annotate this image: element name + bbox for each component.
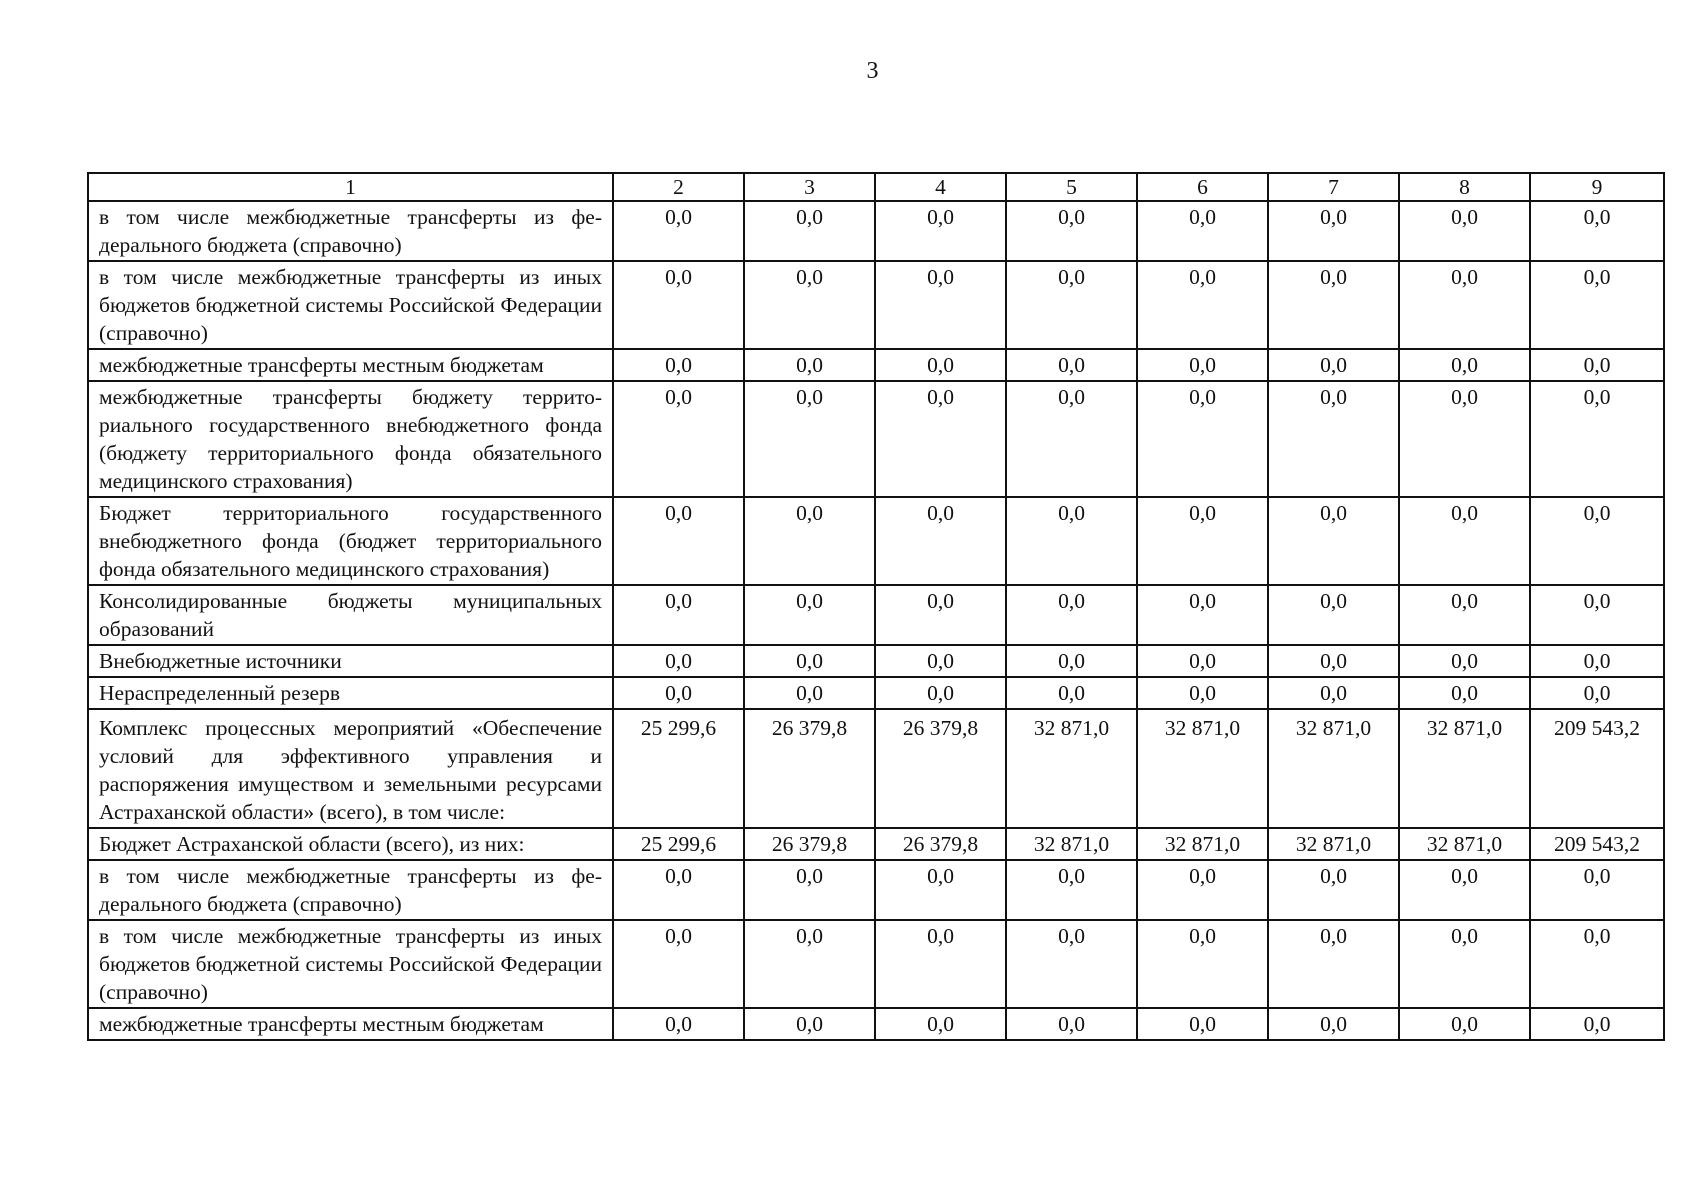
- cell-value: 0,0: [1399, 585, 1530, 645]
- cell-value: 0,0: [1137, 497, 1268, 585]
- cell-value: 0,0: [1137, 677, 1268, 709]
- table-row: [88, 645, 1664, 677]
- cell-value: 0,0: [875, 261, 1006, 349]
- cell-value: 0,0: [875, 381, 1006, 497]
- cell-value: 0,0: [1137, 381, 1268, 497]
- cell-value: 0,0: [1006, 381, 1137, 497]
- cell-value: 0,0: [744, 201, 875, 261]
- cell-value: 0,0: [875, 1008, 1006, 1040]
- cell-value: 0,0: [1530, 585, 1664, 645]
- cell-value: 0,0: [744, 645, 875, 677]
- cell-value: 0,0: [1137, 645, 1268, 677]
- cell-value: 0,0: [1268, 585, 1399, 645]
- row-label: в том числе межбюджетные трансферты из иных бюджетов бюджетной системы Российской Федерации (справочно): [88, 920, 613, 1008]
- cell-value: 0,0: [1530, 645, 1664, 677]
- table-header-row: [88, 173, 1664, 201]
- cell-value: 0,0: [1137, 349, 1268, 381]
- cell-value: 0,0: [875, 349, 1006, 381]
- budget-table: [87, 172, 1665, 1041]
- cell-value: 0,0: [744, 585, 875, 645]
- cell-value: 0,0: [744, 677, 875, 709]
- row-label: межбюджетные трансферты местным бюджетам: [88, 1008, 613, 1040]
- cell-value: 0,0: [1268, 201, 1399, 261]
- cell-value: 0,0: [613, 585, 744, 645]
- column-header: 9: [1530, 173, 1664, 201]
- cell-value: 26 379,8: [875, 709, 1006, 828]
- cell-value: 0,0: [1399, 645, 1530, 677]
- cell-value: 0,0: [875, 585, 1006, 645]
- cell-value: 0,0: [1399, 860, 1530, 920]
- cell-value: 0,0: [1268, 497, 1399, 585]
- cell-value: 0,0: [1530, 201, 1664, 261]
- cell-value: 0,0: [1006, 349, 1137, 381]
- cell-value: 0,0: [744, 261, 875, 349]
- row-label: межбюджетные трансферты местным бюджетам: [88, 349, 613, 381]
- cell-value: 0,0: [1268, 920, 1399, 1008]
- cell-value: 0,0: [613, 201, 744, 261]
- cell-value: 0,0: [613, 677, 744, 709]
- cell-value: 0,0: [875, 677, 1006, 709]
- table-row: [88, 677, 1664, 709]
- cell-value: 0,0: [1530, 677, 1664, 709]
- cell-value: 0,0: [1530, 261, 1664, 349]
- cell-value: 0,0: [1137, 1008, 1268, 1040]
- cell-value: 209 543,2: [1530, 828, 1664, 860]
- cell-value: 0,0: [1399, 201, 1530, 261]
- column-header: 1: [88, 173, 613, 201]
- cell-value: 32 871,0: [1137, 828, 1268, 860]
- table-row: [88, 381, 1664, 497]
- column-header: 5: [1006, 173, 1137, 201]
- row-label: межбюджетные трансферты бюджету территориального государственного внебюджетного фонда (бюджету территориального фонда обязательного медицинского страхования): [88, 381, 613, 497]
- column-header: 4: [875, 173, 1006, 201]
- cell-value: 0,0: [1137, 920, 1268, 1008]
- column-header: 6: [1137, 173, 1268, 201]
- column-header: 3: [744, 173, 875, 201]
- cell-value: 0,0: [875, 201, 1006, 261]
- cell-value: 0,0: [1137, 201, 1268, 261]
- cell-value: 0,0: [613, 860, 744, 920]
- cell-value: 0,0: [1399, 920, 1530, 1008]
- cell-value: 32 871,0: [1006, 828, 1137, 860]
- cell-value: 0,0: [613, 645, 744, 677]
- cell-value: 0,0: [875, 920, 1006, 1008]
- row-label: Бюджет Астраханской области (всего), из них:: [88, 828, 613, 860]
- cell-value: 0,0: [1006, 585, 1137, 645]
- cell-value: 0,0: [1399, 349, 1530, 381]
- cell-value: 0,0: [744, 381, 875, 497]
- cell-value: 0,0: [613, 497, 744, 585]
- cell-value: 0,0: [875, 860, 1006, 920]
- cell-value: 0,0: [1137, 585, 1268, 645]
- cell-value: 0,0: [1268, 860, 1399, 920]
- cell-value: 0,0: [1137, 860, 1268, 920]
- table-row: [88, 585, 1664, 645]
- cell-value: 32 871,0: [1137, 709, 1268, 828]
- cell-value: 0,0: [744, 920, 875, 1008]
- cell-value: 0,0: [1530, 497, 1664, 585]
- cell-value: 0,0: [613, 349, 744, 381]
- row-label: в том числе межбюджетные трансферты из иных бюджетов бюджетной системы Российской Федерации (справочно): [88, 261, 613, 349]
- row-label: Комплекс процессных мероприятий «Обеспечение условий для эффективного управления и распоряжения имуществом и земельными ресурсами Астраханской области» (всего), в том числе:: [88, 709, 613, 828]
- cell-value: 25 299,6: [613, 709, 744, 828]
- cell-value: 0,0: [1006, 860, 1137, 920]
- cell-value: 0,0: [613, 920, 744, 1008]
- cell-value: 0,0: [1530, 349, 1664, 381]
- page-number: 3: [866, 58, 879, 84]
- cell-value: 0,0: [1006, 1008, 1137, 1040]
- table-row: [88, 1008, 1664, 1040]
- row-label: в том числе межбюджетные трансферты из федерального бюджета (справочно): [88, 860, 613, 920]
- cell-value: 26 379,8: [744, 709, 875, 828]
- cell-value: 0,0: [1006, 920, 1137, 1008]
- column-header: 7: [1268, 173, 1399, 201]
- table-row: [88, 828, 1664, 860]
- table-row: [88, 709, 1664, 828]
- column-header: 2: [613, 173, 744, 201]
- cell-value: 0,0: [1399, 261, 1530, 349]
- cell-value: 0,0: [1268, 645, 1399, 677]
- table-row: [88, 860, 1664, 920]
- cell-value: 0,0: [744, 1008, 875, 1040]
- cell-value: 26 379,8: [744, 828, 875, 860]
- row-label: Бюджет территориального государственного внебюджетного фонда (бюджет территориального фонда обязательного медицинского страхования): [88, 497, 613, 585]
- row-label: Нераспределенный резерв: [88, 677, 613, 709]
- cell-value: 0,0: [1399, 1008, 1530, 1040]
- cell-value: 0,0: [1006, 677, 1137, 709]
- cell-value: 0,0: [1399, 677, 1530, 709]
- cell-value: 0,0: [1399, 381, 1530, 497]
- cell-value: 0,0: [1268, 349, 1399, 381]
- table-row: [88, 349, 1664, 381]
- cell-value: 0,0: [1399, 497, 1530, 585]
- cell-value: 0,0: [1530, 860, 1664, 920]
- cell-value: 32 871,0: [1006, 709, 1137, 828]
- cell-value: 0,0: [1006, 201, 1137, 261]
- cell-value: 26 379,8: [875, 828, 1006, 860]
- cell-value: 32 871,0: [1399, 828, 1530, 860]
- table-row: [88, 261, 1664, 349]
- row-label: в том числе межбюджетные трансферты из федерального бюджета (справочно): [88, 201, 613, 261]
- cell-value: 32 871,0: [1268, 709, 1399, 828]
- cell-value: 0,0: [613, 381, 744, 497]
- cell-value: 0,0: [1006, 497, 1137, 585]
- cell-value: 0,0: [1006, 261, 1137, 349]
- table-row: [88, 201, 1664, 261]
- cell-value: 0,0: [744, 349, 875, 381]
- cell-value: 32 871,0: [1399, 709, 1530, 828]
- cell-value: 0,0: [875, 645, 1006, 677]
- cell-value: 0,0: [1006, 645, 1137, 677]
- cell-value: 0,0: [1268, 1008, 1399, 1040]
- column-header: 8: [1399, 173, 1530, 201]
- cell-value: 0,0: [1530, 381, 1664, 497]
- cell-value: 0,0: [1530, 920, 1664, 1008]
- cell-value: 32 871,0: [1268, 828, 1399, 860]
- row-label: Консолидированные бюджеты муниципальных образований: [88, 585, 613, 645]
- cell-value: 0,0: [744, 860, 875, 920]
- cell-value: 0,0: [613, 261, 744, 349]
- cell-value: 0,0: [744, 497, 875, 585]
- cell-value: 0,0: [1268, 381, 1399, 497]
- cell-value: 0,0: [1530, 1008, 1664, 1040]
- cell-value: 0,0: [1137, 261, 1268, 349]
- table-row: [88, 920, 1664, 1008]
- cell-value: 209 543,2: [1530, 709, 1664, 828]
- cell-value: 0,0: [875, 497, 1006, 585]
- row-label: Внебюджетные источники: [88, 645, 613, 677]
- table-row: [88, 497, 1664, 585]
- cell-value: 0,0: [1268, 677, 1399, 709]
- cell-value: 25 299,6: [613, 828, 744, 860]
- cell-value: 0,0: [613, 1008, 744, 1040]
- cell-value: 0,0: [1268, 261, 1399, 349]
